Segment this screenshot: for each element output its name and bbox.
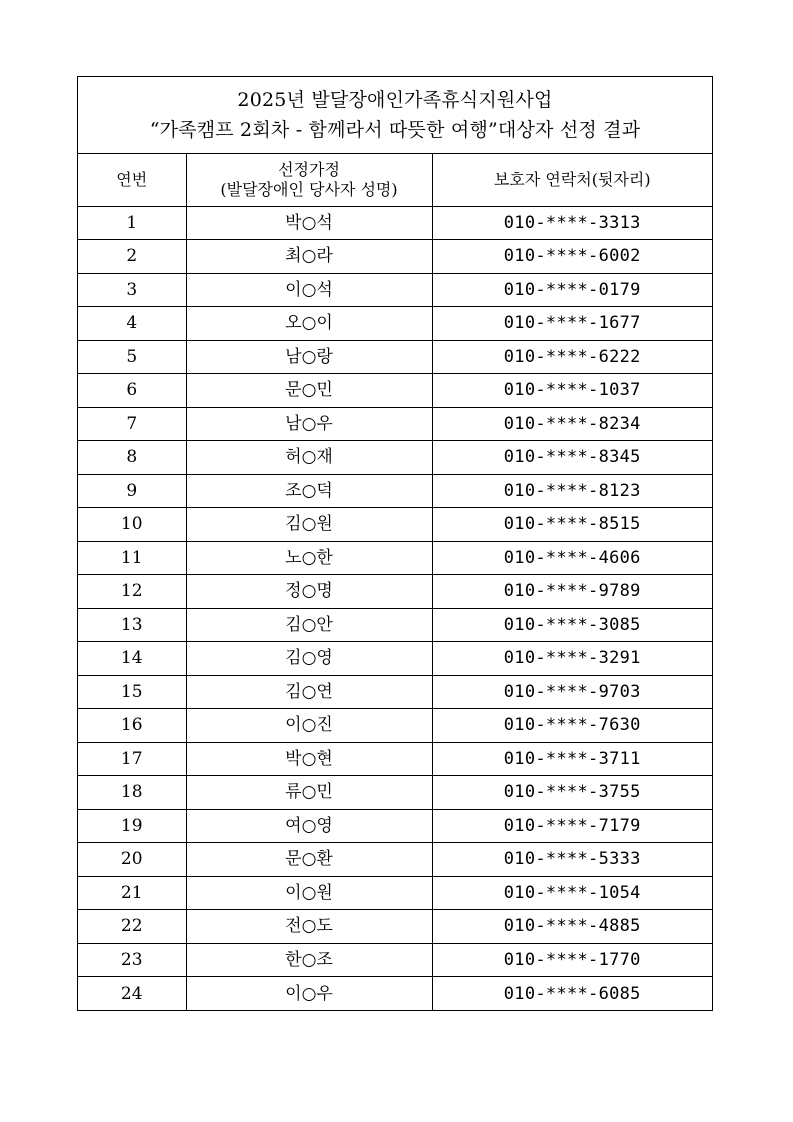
row-number: 9 <box>78 474 186 508</box>
family-name: 김○안 <box>186 608 432 642</box>
row-number: 24 <box>78 977 186 1011</box>
family-name: 박○현 <box>186 742 432 776</box>
guardian-phone: 010-****-3755 <box>432 776 712 810</box>
guardian-phone: 010-****-4606 <box>432 541 712 575</box>
table-row <box>78 843 712 877</box>
family-name: 노○한 <box>186 541 432 575</box>
table-row <box>78 776 712 810</box>
table-row <box>78 876 712 910</box>
guardian-phone: 010-****-0179 <box>432 273 712 307</box>
guardian-phone: 010-****-9703 <box>432 675 712 709</box>
header-no: 연번 <box>78 154 186 206</box>
table-row <box>78 206 712 240</box>
family-name: 남○랑 <box>186 340 432 374</box>
row-number: 5 <box>78 340 186 374</box>
guardian-phone: 010-****-9789 <box>432 575 712 609</box>
family-name: 이○진 <box>186 709 432 743</box>
row-number: 11 <box>78 541 186 575</box>
table-row <box>78 441 712 475</box>
family-name: 오○이 <box>186 307 432 341</box>
family-name: 이○원 <box>186 876 432 910</box>
header-family-label: 선정가정 <box>278 159 340 179</box>
guardian-phone: 010-****-3313 <box>432 206 712 240</box>
header-family-sublabel: (발달장애인 당사자 성명) <box>220 179 398 199</box>
family-name: 조○덕 <box>186 474 432 508</box>
guardian-phone: 010-****-6085 <box>503 983 641 1004</box>
row-number: 21 <box>78 876 186 910</box>
table-row <box>78 340 712 374</box>
guardian-phone: 010-****-3291 <box>432 642 712 676</box>
row-number: 10 <box>78 508 186 542</box>
header-contact: 보호자 연락처(뒷자리) <box>432 154 712 206</box>
table-row <box>78 742 712 776</box>
row-number: 17 <box>78 742 186 776</box>
table-row <box>78 474 712 508</box>
table-row <box>78 273 712 307</box>
guardian-phone: 010-****-5333 <box>432 843 712 877</box>
family-name: 정○명 <box>186 575 432 609</box>
row-number: 12 <box>78 575 186 609</box>
row-number: 23 <box>78 943 186 977</box>
row-number: 19 <box>78 809 186 843</box>
row-number: 20 <box>78 843 186 877</box>
document-title-block <box>78 77 712 154</box>
family-name: 이○우 <box>186 977 432 1011</box>
guardian-phone: 010-****-8345 <box>432 441 712 475</box>
table-row <box>78 608 712 642</box>
family-name: 이○석 <box>186 273 432 307</box>
guardian-phone: 010-****-3085 <box>432 608 712 642</box>
table-row <box>78 541 712 575</box>
guardian-phone: 010-****-3711 <box>432 742 712 776</box>
family-name: 류○민 <box>186 776 432 810</box>
table-row <box>78 642 712 676</box>
row-number: 13 <box>78 608 186 642</box>
guardian-phone: 010-****-1770 <box>432 943 712 977</box>
family-name: 허○재 <box>186 441 432 475</box>
table-row <box>78 709 712 743</box>
document-title: 2025년 발달장애인가족휴식지원사업 <box>237 89 553 111</box>
guardian-phone: 010-****-1037 <box>432 374 712 408</box>
family-name: 한○조 <box>186 943 432 977</box>
family-name: 여○영 <box>186 809 432 843</box>
document-subtitle: “가족캠프 2회차 - 함께라서 따뜻한 여행”대상자 선정 결과 <box>149 119 641 141</box>
family-name: 문○민 <box>186 374 432 408</box>
row-number: 2 <box>78 240 186 274</box>
row-number: 8 <box>78 441 186 475</box>
guardian-phone: 010-****-8515 <box>432 508 712 542</box>
table-header-row <box>78 154 712 206</box>
family-name: 김○연 <box>186 675 432 709</box>
guardian-phone: 010-****-4885 <box>432 910 712 944</box>
guardian-phone: 010-****-7630 <box>432 709 712 743</box>
header-family <box>186 154 432 206</box>
table-row <box>78 910 712 944</box>
row-number: 22 <box>78 910 186 944</box>
row-number: 15 <box>78 675 186 709</box>
table-row <box>78 575 712 609</box>
row-number: 4 <box>78 307 186 341</box>
family-name: 문○환 <box>186 843 432 877</box>
family-name: 김○원 <box>186 508 432 542</box>
row-number: 18 <box>78 776 186 810</box>
family-name: 김○영 <box>186 642 432 676</box>
guardian-phone: 010-****-6222 <box>432 340 712 374</box>
row-number: 14 <box>78 642 186 676</box>
guardian-phone: 010-****-1054 <box>432 876 712 910</box>
table-row <box>78 675 712 709</box>
row-number: 6 <box>78 374 186 408</box>
row-number: 7 <box>78 407 186 441</box>
table-row <box>78 240 712 274</box>
guardian-phone: 010-****-1677 <box>432 307 712 341</box>
row-number: 1 <box>78 206 186 240</box>
results-document <box>77 76 713 1011</box>
table-row <box>78 977 712 1011</box>
table-row <box>78 407 712 441</box>
guardian-phone: 010-****-6002 <box>432 240 712 274</box>
table-row <box>78 809 712 843</box>
guardian-phone: 010-****-7179 <box>432 809 712 843</box>
family-name: 남○우 <box>186 407 432 441</box>
family-name: 박○석 <box>186 206 432 240</box>
guardian-phone: 010-****-8123 <box>432 474 712 508</box>
guardian-phone: 010-****-8234 <box>432 407 712 441</box>
family-name: 최○라 <box>186 240 432 274</box>
row-number: 3 <box>78 273 186 307</box>
family-name: 전○도 <box>186 910 432 944</box>
table-row <box>78 307 712 341</box>
table-row <box>78 374 712 408</box>
selection-results-table <box>78 154 712 1010</box>
table-row <box>78 508 712 542</box>
table-row <box>78 943 712 977</box>
row-number: 16 <box>78 709 186 743</box>
